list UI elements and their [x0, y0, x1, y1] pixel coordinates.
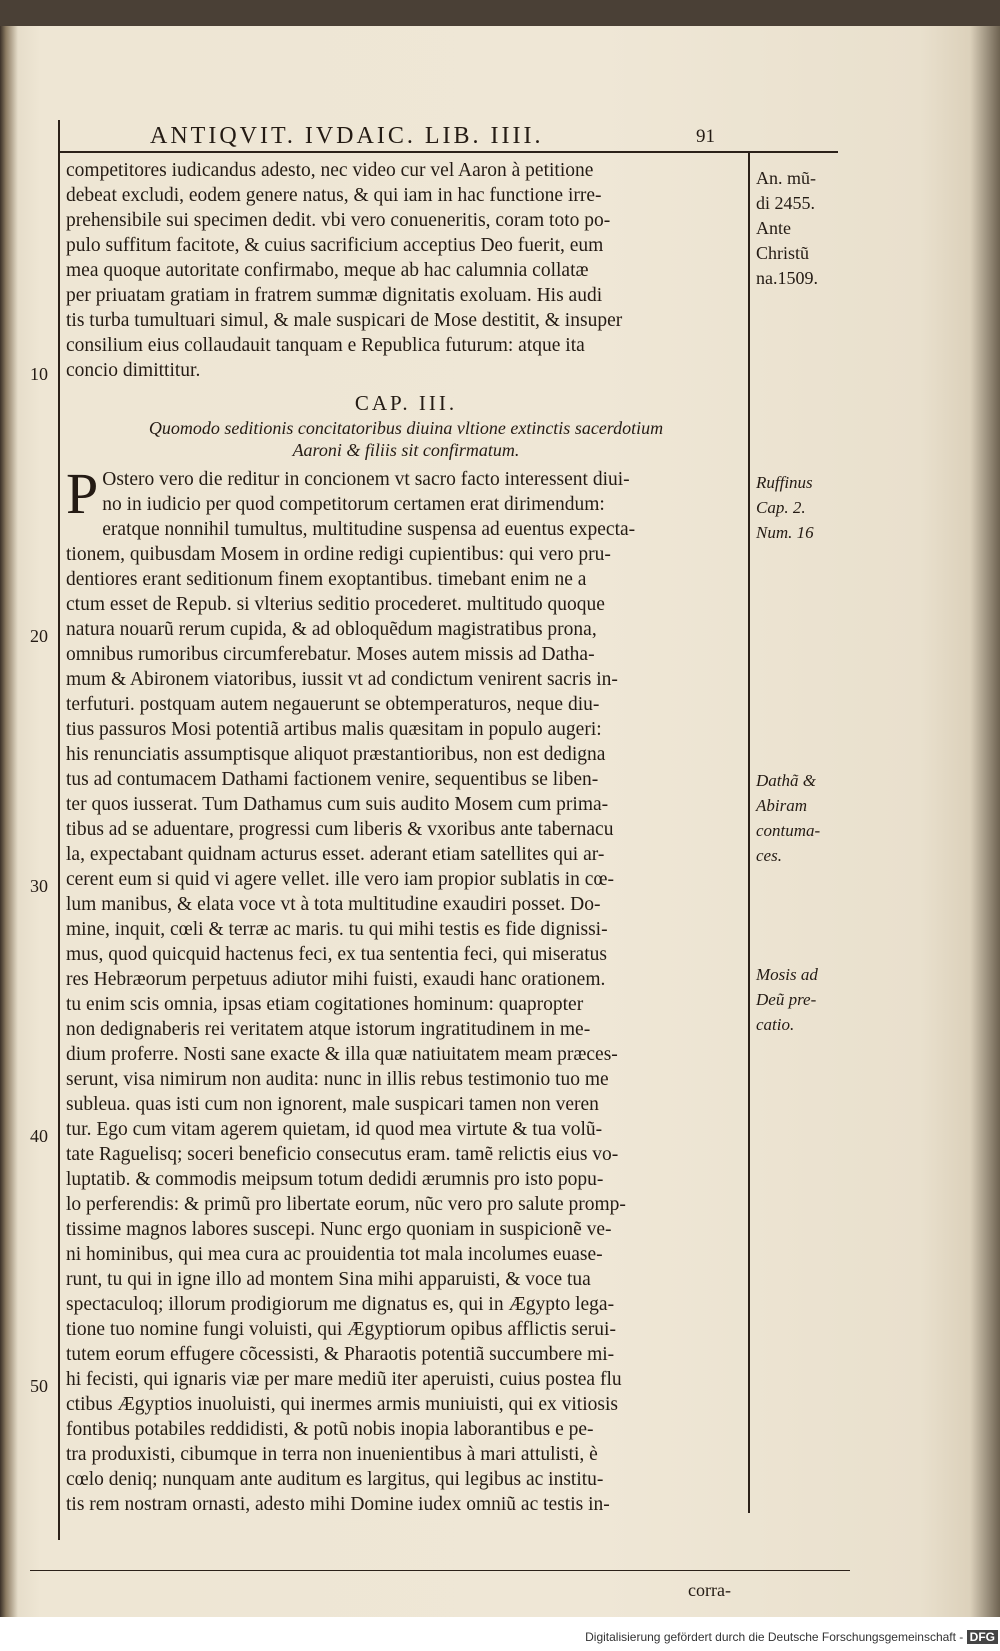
text-line: terfuturi. postquam autem negauerunt se obtemperaturos, neque diu- — [66, 694, 600, 715]
text-line: la, expectabant quidnam acturus esset. aderant etiam satellites qui ar- — [66, 844, 605, 865]
line-number: 30 — [30, 876, 48, 896]
text-line: tissime magnos labores suscepi. Nunc ergo quoniam in suspicionẽ ve- — [66, 1219, 612, 1240]
text-line: mea quoque autoritate confirmabo, meque ab hac calumnia collatæ — [66, 260, 589, 281]
text-line: cerent eum si quid vi agere vellet. ille vero iam propior sublatis in cœ- — [66, 869, 614, 890]
margin-note-mosis: Mosis ad Deũ pre- catio. — [756, 965, 818, 1034]
text-line: consilium eius collaudauit tanquam e Republica futurum: atque ita — [66, 335, 585, 356]
text-line: concio dimittitur. — [66, 360, 201, 381]
chapter-title: CAP. III. — [354, 391, 458, 415]
text-line: luptatib. & commodis meipsum totum dedidi ærumnis pro isto popu- — [66, 1169, 604, 1190]
drop-cap: P — [66, 461, 99, 526]
text-line: spectaculoq; illorum prodigiorum me dignatus es, qui in Ægypto lega- — [66, 1294, 615, 1315]
text-line: mum & Abironem viatoribus, iussit vt ad condictum venirent sacris in- — [66, 669, 618, 690]
text-line: tionem, quibusdam Mosem in ordine redigi cupientibus: qui vero pru- — [66, 544, 611, 565]
header-rule — [58, 151, 838, 153]
text-line: res Hebræorum perpetuus adiutor mihi fuisti, exaudi hanc orationem. — [66, 969, 606, 990]
margin-note-date: An. mũ- di 2455. Ante Christũ na.1509. — [756, 168, 818, 288]
text-line: tate Raguelisq; soceri beneficio consecutus eram. tamẽ relictis eius vo- — [66, 1144, 619, 1165]
text-line: competitores iudicandus adesto, nec video cur vel Aaron à petitione — [66, 160, 594, 181]
line-number: 50 — [30, 1376, 48, 1396]
text-line: omnibus rumoribus circumferebatur. Moses autem missis ad Datha- — [66, 644, 595, 665]
text-line: prehensibile sui specimen dedit. vbi vero conueneritis, coram toto po- — [66, 210, 611, 231]
text-line: tione tuo nomine fungi voluisti, qui Ægyptiorum opibus afflictis serui- — [66, 1319, 616, 1340]
column-rule — [748, 153, 750, 1513]
text-line: Ostero vero die reditur in concionem vt sacro facto interessent diui- — [102, 469, 630, 490]
margin-note-datha: Dathã & Abiram contuma- ces. — [756, 771, 821, 865]
text-line: tur. Ego cum vitam agerem quietam, id quod mea virtute & tua volũ- — [66, 1119, 603, 1140]
text-line: non dedignaberis rei veritatem atque istorum ingratitudinem in me- — [66, 1019, 591, 1040]
main-text-column — [66, 158, 746, 1517]
text-line: his renunciatis assumptisque aliquot præstantioribus, non est dedigna — [66, 744, 606, 765]
text-line: cœlo deniq; nunquam ante auditum es largitus, qui legibus ac institu- — [66, 1469, 604, 1490]
text-line: mine, inquit, cœli & terræ ac maris. tu qui mihi testis es fide dignissi- — [66, 919, 608, 940]
text-line: tutem eorum effugere cõcessisti, & Pharaotis potentiã succumbere mi- — [66, 1344, 615, 1365]
text-line: eratque nonnihil tumultus, multitudine suspensa ad euentus expecta- — [102, 519, 636, 540]
text-line: fontibus potabiles reddidisti, & potũ nobis inopia laborantibus e pe- — [66, 1419, 594, 1440]
text-line: ter quos iusserat. Tum Dathamus cum suis audito Mosem cum prima- — [66, 794, 609, 815]
catchword: corra- — [688, 1580, 731, 1600]
text-line: pulo suffitum facitote, & cuius sacrificium acceptius Deo fuerit, eum — [66, 235, 604, 256]
text-line: dentiores erant seditionum finem exoptantibus. timebant enim ne a — [66, 569, 587, 590]
text-line: lo perferendis: & primũ pro libertate eorum, nũc vero pro salute promp- — [66, 1194, 626, 1215]
text-line: tra produxisti, cibumque in terra non inuenientibus à mari attulisti, è — [66, 1444, 598, 1465]
line-number: 40 — [30, 1126, 48, 1146]
page-number: 91 — [696, 126, 715, 147]
line-number: 10 — [30, 364, 48, 384]
text-line: runt, tu qui in igne illo ad montem Sina mihi apparuisti, & voce tua — [66, 1269, 591, 1290]
text-line: lum manibus, & elata voce vt à tota multitudine exaudiri posset. Do- — [66, 894, 601, 915]
chapter-lines — [66, 517, 746, 1517]
text-line: tus ad contumacem Dathami factionem venire, sequentibus se liben- — [66, 769, 599, 790]
chapter-body — [66, 461, 746, 1517]
text-line: hi fecisti, qui ignaris viæ per mare mediũ iter aperuisti, cuius postea flu — [66, 1369, 622, 1390]
line-number: 20 — [30, 626, 48, 646]
left-margin-rule — [58, 120, 60, 1540]
text-line: dium proferre. Nosti sane exacte & illa quæ natiuitatem meam præces- — [66, 1044, 618, 1065]
chapter-subtitle: Aaroni & filiis sit confirmatum. — [292, 440, 520, 460]
text-line: serunt, visa nimirum non audita: nunc in illis rebus testimonio tuo me — [66, 1069, 609, 1090]
text-line: tu enim scis omnia, ipsas etiam cogitationes hominum: quapropter — [66, 994, 584, 1015]
scan-background-top — [0, 0, 1000, 26]
text-line: per priuatam gratiam in fratrem summæ dignitatis exoluam. His audi — [66, 285, 603, 306]
text-line: tibus ad se aduentare, progressi cum liberis & vxoribus ante tabernacu — [66, 819, 614, 840]
text-line: debeat excludi, eodem genere natus, & qui iam in hac functione irre- — [66, 185, 602, 206]
running-head: ANTIQVIT. IVDAIC. LIB. IIII. — [150, 123, 544, 149]
text-line: ni hominibus, qui mea cura ac prouidentia tot mala incolumes euase- — [66, 1244, 603, 1265]
text-line: ctibus Ægyptios inuoluisti, qui inermes armis muniuisti, qui ex vitiosis — [66, 1394, 618, 1415]
text-line: tius passuros Mosi potentiã artibus malis quæsitam in populo augeri: — [66, 719, 602, 740]
dfg-logo: DFG — [967, 1630, 998, 1644]
text-line: natura nouarũ rerum cupida, & ad obloquẽdum magistratibus prona, — [66, 619, 597, 640]
text-line: subleua. quas isti cum non ignorent, male suspicari tamen non veren — [66, 1094, 599, 1115]
text-line: tis turba tumultuari simul, & male suspicari de Mose destitit, & insuper — [66, 310, 623, 331]
digitization-credit — [560, 1630, 998, 1644]
margin-note-ruffinus: Ruffinus Cap. 2. Num. 16 — [756, 473, 814, 542]
text-line: no in iudicio per quod competitorum certamen erat dirimendum: — [102, 494, 605, 515]
text-line: tis rem nostram ornasti, adesto mihi Domine iudex omniũ ac testis in- — [66, 1494, 610, 1515]
chapter-subtitle: Quomodo seditionis concitatoribus diuina vltione extinctis sacerdotium — [148, 418, 664, 438]
bottom-rule — [30, 1570, 850, 1571]
text-line: ctum esset de Repub. si vlterius seditio procederet. multitudo quoque — [66, 594, 605, 615]
credit-text: Digitalisierung gefördert durch die Deutsche Forschungsgemeinschaft - — [585, 1630, 964, 1644]
text-line: mus, quod quicquid hactenus feci, ex tua sententia feci, qui miseratus — [66, 944, 607, 965]
